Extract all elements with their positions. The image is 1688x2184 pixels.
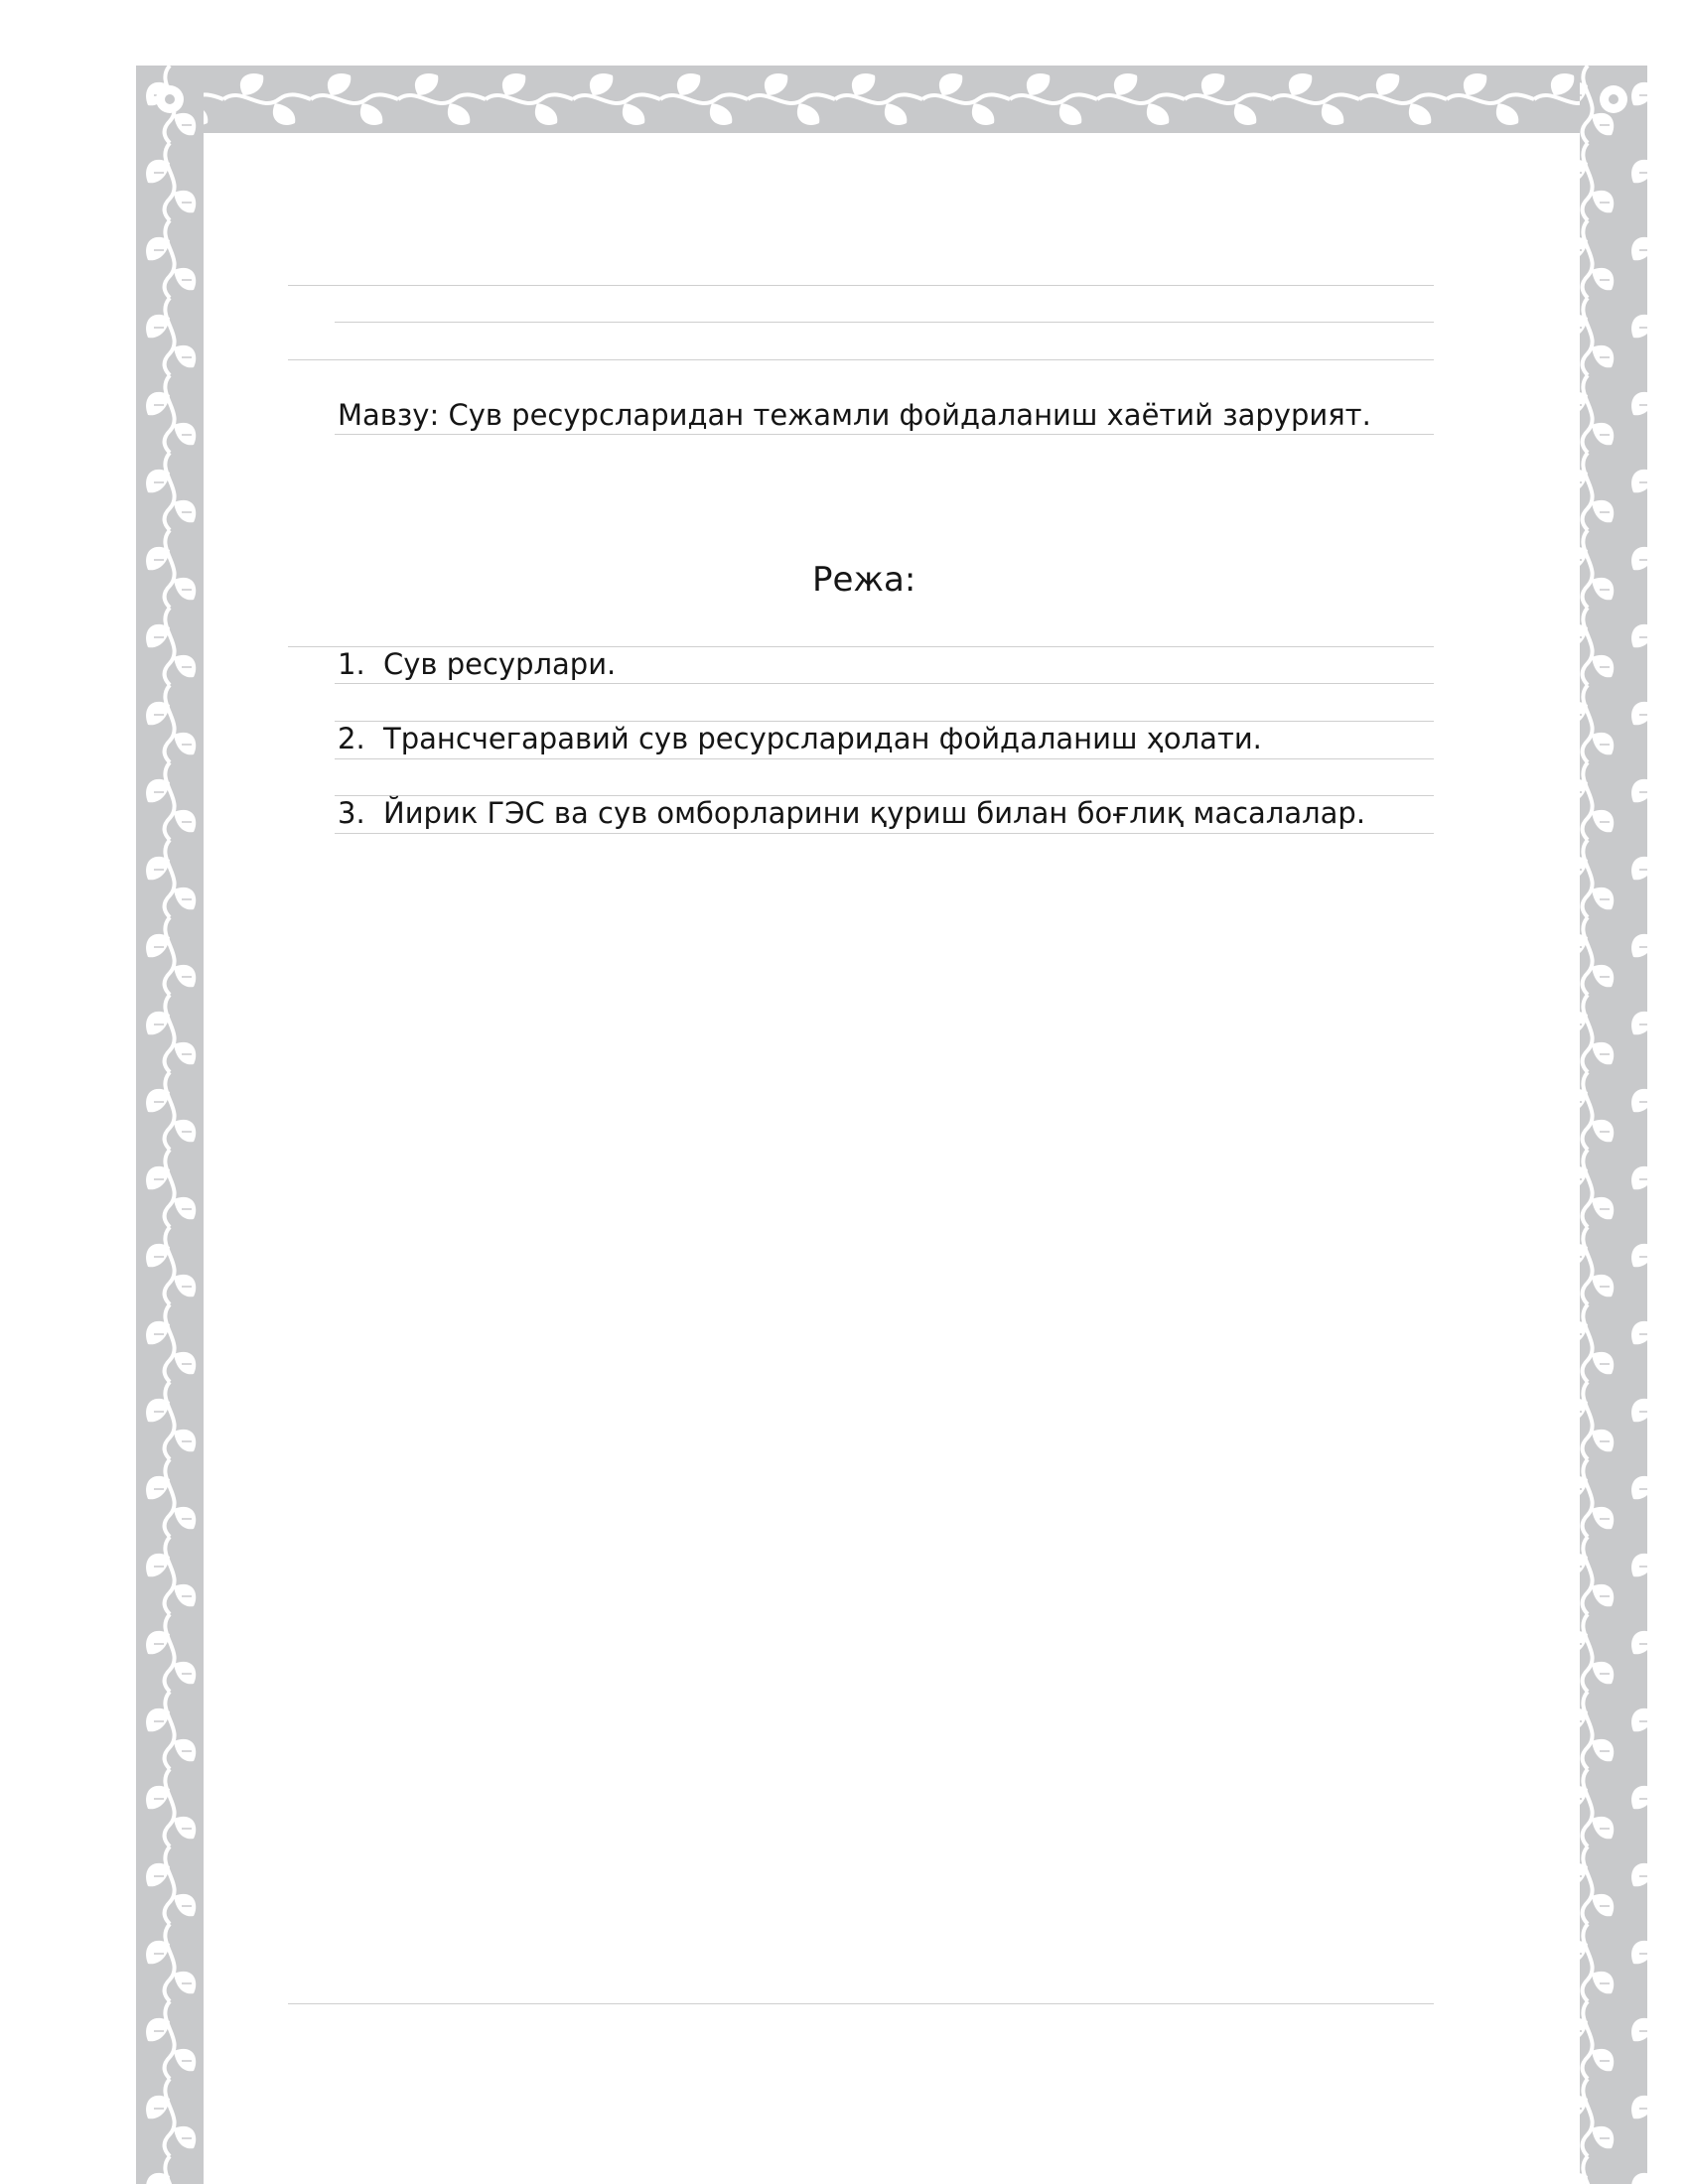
list-item — [338, 795, 1365, 831]
rule-line — [335, 758, 1434, 759]
list-item-number: 2. — [338, 722, 365, 755]
rule-line — [335, 434, 1434, 435]
list-item — [338, 721, 1262, 756]
plan-heading: Режа: — [812, 560, 916, 600]
list-item — [338, 646, 616, 682]
list-item-number: 1. — [338, 647, 365, 681]
list-item-text: Трансчегаравий сув ресурсларидан фойдаланиш ҳолати. — [383, 722, 1262, 755]
topic-text: Мавзу: Сув ресурсларидан тежамли фойдаланиш хаётий зарурият. — [338, 398, 1371, 432]
rule-line — [335, 833, 1434, 834]
rule-line — [335, 683, 1434, 684]
page-content-area — [204, 133, 1580, 2184]
rule-line — [288, 359, 1434, 360]
list-item-text: Сув ресурлари. — [383, 647, 617, 681]
rule-line — [288, 285, 1434, 286]
list-item-number: 3. — [338, 796, 365, 830]
list-item-text: Йирик ГЭС ва сув омборларини қуриш билан боғлиқ масалалар. — [383, 796, 1366, 830]
rule-line — [335, 322, 1434, 323]
rule-line — [288, 2003, 1434, 2004]
